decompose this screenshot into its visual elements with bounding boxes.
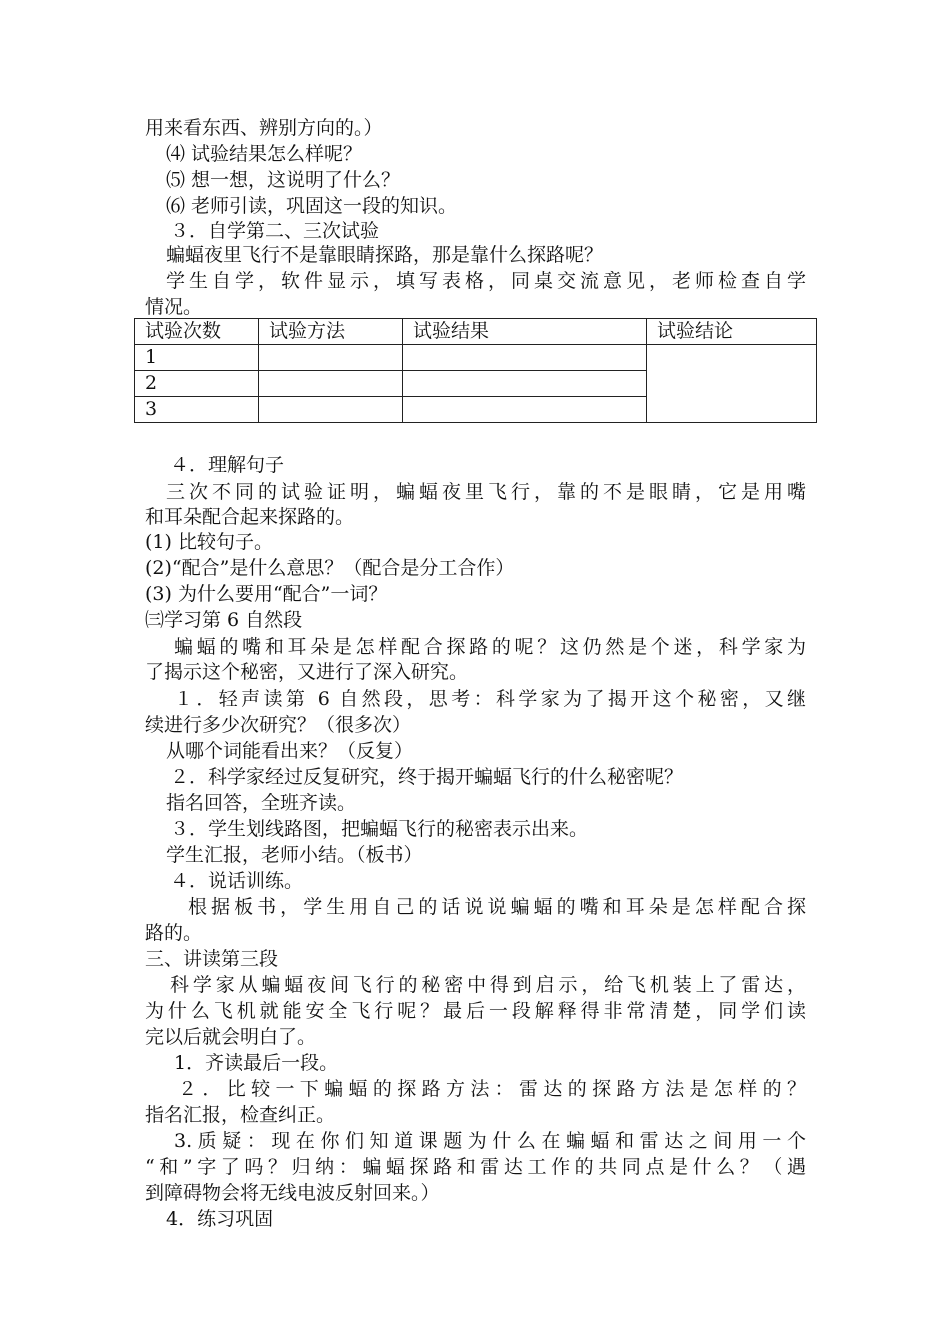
text-line: 和耳朵配合起来探路的。 [145, 506, 355, 528]
text-line: 情况。 [145, 296, 203, 318]
table-cell-result [403, 371, 647, 397]
table-header-cell: 试验结论 [647, 319, 817, 345]
table-cell-result [403, 345, 647, 371]
text-line: (2)“配合”是什么意思？（配合是分工合作） [145, 557, 515, 579]
text-line: 学生自学，软件显示，填写表格，同桌交流意见，老师检查自学 [166, 270, 806, 292]
table-cell-method [259, 345, 403, 371]
table-cell-method [259, 397, 403, 423]
section-heading: ㈢学习第 6 自然段 [145, 609, 303, 631]
text-line: 指名回答，全班齐读。 [166, 792, 357, 814]
text-line: 三次不同的试验证明，蝙蝠夜里飞行，靠的不是眼睛，它是用嘴 [166, 481, 806, 503]
table-cell-num: 3 [135, 397, 259, 423]
text-line: 完以后就会明白了。 [145, 1026, 317, 1048]
table-header-cell: 试验次数 [135, 319, 259, 345]
text-line: 蝙蝠的嘴和耳朵是怎样配合探路的呢？这仍然是个迷，科学家为 [174, 636, 806, 658]
text-line: 指名汇报，检查纠正。 [145, 1104, 336, 1126]
table-row [135, 345, 817, 371]
section-heading: 4．练习巩固 [166, 1208, 274, 1230]
text-line: (1) 比较句子。 [145, 531, 273, 553]
text-line: ⑹ 老师引读，巩固这一段的知识。 [166, 195, 458, 217]
text-line: 学生汇报，老师小结。（板书） [166, 844, 423, 866]
table-header-cell: 试验方法 [259, 319, 403, 345]
text-line: 科学家从蝙蝠夜间飞行的秘密中得到启示，给飞机装上了雷达， [170, 974, 806, 996]
experiment-table [134, 318, 817, 423]
text-line: 为什么飞机就能安全飞行呢？最后一段解释得非常清楚，同学们读 [145, 1000, 806, 1022]
text-line: ⑸ 想一想，这说明了什么？ [166, 169, 401, 191]
section-heading: 三、讲读第三段 [145, 948, 279, 970]
text-line: 蝙蝠夜里飞行不是靠眼睛探路，那是靠什么探路呢？ [166, 244, 604, 266]
section-heading: ３．自学第二、三次试验 [170, 220, 380, 242]
table-cell-result [403, 397, 647, 423]
text-line: ⑷ 试验结果怎么样呢？ [166, 143, 363, 165]
text-line: 从哪个词能看出来？（反复） [166, 740, 414, 762]
text-line: 根据板书，学生用自己的话说说蝙蝠的嘴和耳朵是怎样配合探 [188, 896, 806, 918]
text-line: 路的。 [145, 922, 203, 944]
text-line: ２．科学家经过反复研究，终于揭开蝙蝠飞行的什么秘密呢？ [170, 766, 684, 788]
text-line: 了揭示这个秘密，又进行了深入研究。 [145, 661, 469, 683]
text-line: 3.质疑：现在你们知道课题为什么在蝙蝠和雷达之间用一个 [174, 1130, 806, 1152]
text-line: 到障碍物会将无线电波反射回来。） [145, 1182, 440, 1204]
text-line: ３．学生划线路图，把蝙蝠飞行的秘密表示出来。 [170, 818, 589, 840]
text-line: １．轻声读第 6 自然段，思考：科学家为了揭开这个秘密，又继 [174, 688, 806, 710]
text-line: ４．说话训练。 [170, 870, 304, 892]
text-line: 用来看东西、辨别方向的。） [145, 117, 383, 139]
text-line: ２．比较一下蝙蝠的探路方法：雷达的探路方法是怎样的？ [178, 1078, 806, 1100]
text-line: 续进行多少次研究？（很多次） [145, 714, 412, 736]
table-cell-num: 1 [135, 345, 259, 371]
section-heading: ４．理解句子 [170, 454, 285, 476]
table-cell-method [259, 371, 403, 397]
text-line: 1．齐读最后一段。 [174, 1052, 339, 1074]
table-header-row [135, 319, 817, 345]
table-header-cell: 试验结果 [403, 319, 647, 345]
text-line: (3) 为什么要用“配合”一词？ [145, 583, 388, 605]
text-line: “和”字了吗？归纳：蝙蝠探路和雷达工作的共同点是什么？（遇 [145, 1156, 806, 1178]
table-cell-conclusion [647, 345, 817, 423]
table-cell-num: 2 [135, 371, 259, 397]
